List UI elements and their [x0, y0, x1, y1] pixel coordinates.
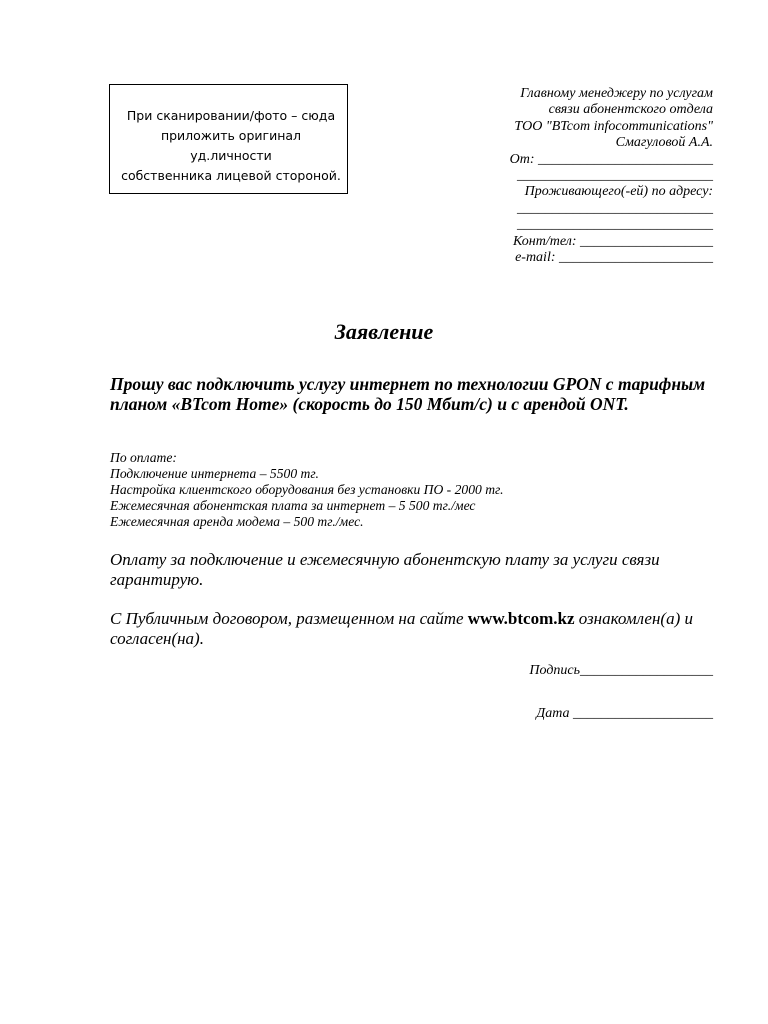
addressee-block — [473, 86, 713, 266]
photo-instruction-line: При сканировании/фото – сюда — [126, 108, 336, 123]
signature-field: Подпись___________________ — [529, 663, 713, 678]
address-label: Проживающего(-ей) по адресу: — [524, 184, 713, 200]
from-field: От: _________________________ — [509, 151, 713, 167]
payment-item: Настройка клиентского оборудования без установки ПО - 2000 тг. — [110, 482, 504, 497]
photo-instruction-line: приложить оригинал уд.личности — [160, 128, 302, 163]
from-field-continuation: ____________________________ — [517, 168, 713, 184]
address-field: ____________________________ — [517, 200, 713, 216]
contract-text-after: ознакомлен(а) и согласен(на). — [110, 609, 693, 648]
payment-item: Подключение интернета – 5500 тг. — [110, 466, 319, 481]
phone-field: Конт/тел: ___________________ — [513, 233, 713, 249]
payment-item: Ежемесячная аренда модема – 500 тг./мес. — [110, 514, 364, 529]
document-title: Заявление — [334, 319, 434, 344]
photo-instruction — [119, 106, 343, 186]
payment-item: Ежемесячная абонентская плата за интернет – 5 500 тг./мес — [110, 498, 476, 513]
addressee-department-line: связи абонентского отдела — [548, 102, 713, 118]
date-field: Дата ____________________ — [536, 706, 713, 721]
id-photo-placeholder-box — [109, 84, 348, 194]
address-field-continuation: ____________________________ — [517, 217, 713, 233]
contract-text-before: С Публичным договором, размещенном на сайте — [110, 609, 468, 628]
payment-details — [110, 450, 714, 530]
addressee-recipient-line: Главному менеджеру по услугам — [520, 86, 713, 101]
addressee-name-line: Смагуловой А.А. — [615, 135, 713, 151]
payment-heading: По оплате: — [110, 450, 177, 465]
addressee-company-line: ТОО "BTcom infocommunications" — [514, 118, 713, 134]
website-link[interactable]: www.btcom.kz — [467, 609, 575, 628]
guarantee-paragraph: Оплату за подключение и ежемесячную абонентскую плату за услуги связи гарантирую. — [110, 550, 660, 589]
email-field: e-mail: ______________________ — [515, 250, 713, 266]
contract-paragraph — [110, 609, 714, 649]
request-paragraph: Прошу вас подключить услугу интернет по технологии GPON с тарифным планом «BTcom Home» (скорость до 150 Мбит/с) и с арендой ONT. — [110, 374, 706, 414]
photo-instruction-line: собственника лицевой стороной. — [121, 168, 341, 183]
